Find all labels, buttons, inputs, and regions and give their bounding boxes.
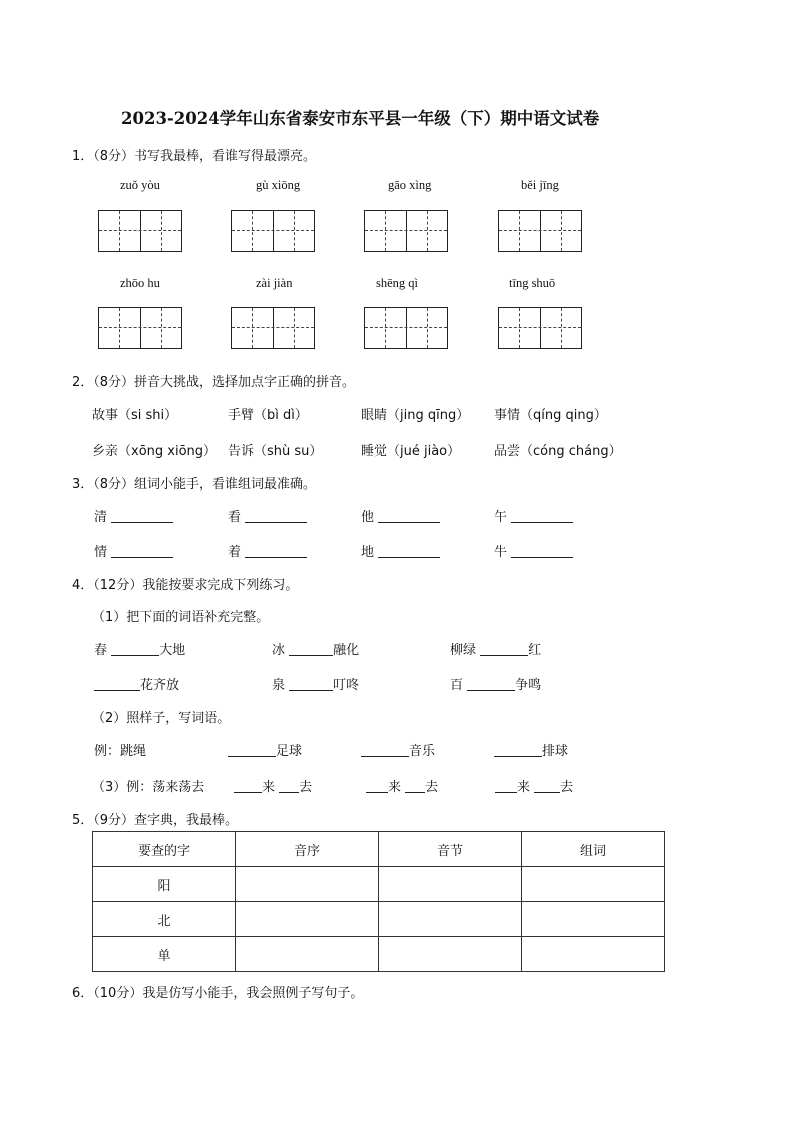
word-char: 地 (361, 545, 375, 560)
pinyin-choice[interactable]: 手臂（bì dì） (228, 408, 308, 423)
writing-grid[interactable] (231, 210, 315, 252)
answer-cell[interactable] (522, 937, 665, 972)
question-6-text: 6．（10分）我是仿写小能手，我会照例子写句子。 (72, 986, 364, 1001)
word-char: 清 (94, 510, 108, 525)
pinyin-5: zhōo hu (120, 276, 160, 290)
answer-blank[interactable] (494, 742, 542, 757)
sub-question-1: （1）把下面的词语补充完整。 (92, 610, 270, 625)
answer-cell[interactable] (522, 902, 665, 937)
lookup-char: 单 (93, 937, 236, 972)
answer-blank[interactable] (111, 543, 173, 558)
pinyin-choice[interactable]: 睡觉（jué jiào） (361, 444, 461, 459)
answer-blank[interactable] (405, 778, 425, 793)
pinyin-8: tīng shuō (509, 276, 556, 290)
question-2-text: 2．（8分）拼音大挑战，选择加点字正确的拼音。 (72, 375, 356, 390)
table-header: 音节 (379, 832, 522, 867)
answer-cell[interactable] (379, 867, 522, 902)
answer-blank[interactable] (534, 778, 560, 793)
word-char: 着 (228, 545, 242, 560)
word-group-item[interactable] (494, 506, 573, 525)
word-group-item[interactable] (228, 506, 307, 525)
writing-grid[interactable] (98, 210, 182, 252)
answer-blank[interactable] (111, 641, 159, 656)
idiom-fill[interactable]: 百 争鸣 (450, 678, 542, 693)
answer-blank[interactable] (245, 543, 307, 558)
lookup-char: 北 (93, 902, 236, 937)
answer-cell[interactable] (236, 902, 379, 937)
answer-blank[interactable] (111, 508, 173, 523)
answer-cell[interactable] (522, 867, 665, 902)
word-fill[interactable]: 排球 (494, 740, 568, 759)
pinyin-choice[interactable]: 事情（qíng qing） (494, 408, 607, 423)
pattern-fill[interactable]: 来 去 (234, 776, 312, 795)
table-header: 音序 (236, 832, 379, 867)
answer-blank[interactable] (289, 641, 333, 656)
pinyin-choice[interactable]: 乡亲（xōng xiōng） (92, 444, 217, 459)
table-header-row (93, 832, 665, 867)
word-char: 看 (228, 510, 242, 525)
pinyin-2: gù xiōng (256, 178, 301, 192)
answer-blank[interactable] (480, 641, 528, 656)
pinyin-choice[interactable]: 故事（si shi） (92, 408, 178, 423)
idiom-fill[interactable]: 花齐放 (94, 674, 179, 693)
answer-cell[interactable] (236, 937, 379, 972)
answer-blank[interactable] (245, 508, 307, 523)
idiom-fill[interactable]: 冰 融化 (272, 643, 360, 658)
pinyin-choice[interactable]: 眼睛（jing qīng） (361, 408, 470, 423)
answer-cell[interactable] (379, 902, 522, 937)
pinyin-6: zài jiàn (256, 276, 293, 290)
table-header: 组词 (522, 832, 665, 867)
answer-blank[interactable] (511, 543, 573, 558)
word-group-item[interactable] (361, 541, 440, 560)
answer-blank[interactable] (495, 778, 517, 793)
answer-blank[interactable] (378, 543, 440, 558)
writing-grid[interactable] (231, 307, 315, 349)
answer-cell[interactable] (379, 937, 522, 972)
question-4-text: 4．（12分）我能按要求完成下列练习。 (72, 578, 299, 593)
writing-grid[interactable] (498, 210, 582, 252)
writing-grid[interactable] (364, 307, 448, 349)
pinyin-3: gāo xìng (388, 178, 432, 192)
word-fill[interactable]: 音乐 (361, 740, 435, 759)
example-word: 例：跳绳 (94, 744, 147, 759)
answer-blank[interactable] (467, 676, 515, 691)
pattern-fill[interactable]: 来 去 (495, 776, 573, 795)
answer-blank[interactable] (366, 778, 388, 793)
word-group-item[interactable] (361, 506, 440, 525)
word-char: 午 (494, 510, 508, 525)
word-group-item[interactable] (228, 541, 307, 560)
idiom-fill[interactable]: 泉 叮咚 (272, 678, 360, 693)
page-title: 2023-2024学年山东省泰安市东平县一年级（下）期中语文试卷 (121, 109, 600, 128)
word-char: 牛 (494, 545, 508, 560)
question-1-text: 1．（8分）书写我最棒，看谁写得最漂亮。 (72, 149, 317, 164)
word-char: 情 (94, 545, 108, 560)
word-group-item[interactable] (494, 541, 573, 560)
answer-blank[interactable] (279, 778, 299, 793)
table-row (93, 867, 665, 902)
idiom-fill[interactable]: 柳绿 红 (450, 643, 542, 658)
pinyin-4: běi jīng (521, 178, 559, 192)
dictionary-table (92, 831, 665, 972)
pinyin-7: shēng qì (376, 276, 419, 290)
answer-blank[interactable] (228, 742, 276, 757)
writing-grid[interactable] (498, 307, 582, 349)
pinyin-choice[interactable]: 告诉（shù su） (228, 444, 323, 459)
question-5-text: 5．（9分）查字典，我最棒。 (72, 813, 239, 828)
answer-blank[interactable] (378, 508, 440, 523)
table-header: 要查的字 (93, 832, 236, 867)
word-char: 他 (361, 510, 375, 525)
answer-blank[interactable] (234, 778, 262, 793)
lookup-char: 阳 (93, 867, 236, 902)
pinyin-choice[interactable]: 品尝（cóng cháng） (494, 444, 622, 459)
table-row (93, 937, 665, 972)
answer-blank[interactable] (94, 676, 140, 691)
question-3-text: 3．（8分）组词小能手，看谁组词最准确。 (72, 477, 317, 492)
writing-grid[interactable] (98, 307, 182, 349)
answer-blank[interactable] (289, 676, 333, 691)
answer-cell[interactable] (236, 867, 379, 902)
answer-blank[interactable] (361, 742, 409, 757)
writing-grid[interactable] (364, 210, 448, 252)
idiom-fill[interactable]: 春 大地 (94, 643, 186, 658)
sub-question-3: （3）例：荡来荡去 (92, 780, 205, 795)
word-group-item[interactable] (94, 506, 173, 525)
sub-question-2: （2）照样子，写词语。 (92, 711, 231, 726)
pinyin-1: zuǒ yòu (120, 178, 160, 192)
answer-blank[interactable] (511, 508, 573, 523)
word-group-item[interactable] (94, 541, 173, 560)
table-row (93, 902, 665, 937)
pattern-fill[interactable]: 来 去 (366, 776, 438, 795)
word-fill[interactable]: 足球 (228, 740, 302, 759)
